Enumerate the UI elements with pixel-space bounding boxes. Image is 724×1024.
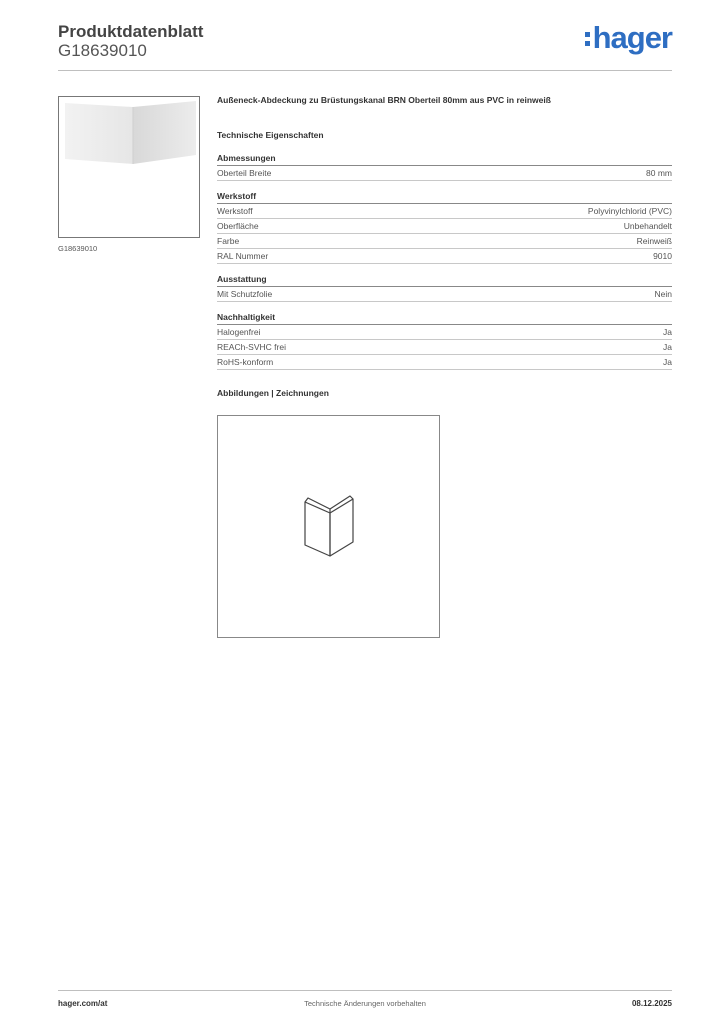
footer-date: 08.12.2025 — [631, 999, 672, 1008]
property-label: Oberfläche — [217, 220, 259, 231]
product-description: Außeneck-Abdeckung zu Brüstungskanal BRN Oberteil 80mm aus PVC in reinweiß — [217, 95, 551, 105]
property-value: Nein — [654, 288, 672, 299]
product-drawing — [217, 415, 440, 638]
product-details — [217, 95, 672, 398]
property-row — [217, 340, 672, 355]
group-title: Nachhaltigkeit — [217, 312, 672, 325]
figures-heading: Abbildungen | Zeichnungen — [217, 388, 329, 398]
footer-website-link[interactable]: hager.com/at — [58, 999, 108, 1008]
property-label: REACh-SVHC frei — [217, 341, 286, 352]
property-value: Unbehandelt — [623, 220, 672, 231]
property-value: 80 mm — [646, 167, 672, 178]
property-row — [217, 287, 672, 302]
group-title: Werkstoff — [217, 191, 672, 204]
property-row — [217, 166, 672, 181]
corner-cover-drawing-icon — [218, 416, 439, 637]
product-image — [58, 96, 200, 238]
property-label: RoHS-konform — [217, 356, 274, 367]
page-footer — [58, 990, 672, 1021]
property-row — [217, 219, 672, 234]
group-title: Ausstattung — [217, 274, 672, 287]
property-row — [217, 234, 672, 249]
property-value: Ja — [663, 326, 672, 337]
property-group-material — [217, 191, 672, 264]
property-row — [217, 355, 672, 370]
technical-properties-heading: Technische Eigenschaften — [217, 130, 324, 140]
property-row — [217, 204, 672, 219]
property-group-sustainability — [217, 312, 672, 370]
product-image-caption: G18639010 — [58, 244, 98, 253]
property-value: Ja — [663, 341, 672, 352]
property-value: Ja — [663, 356, 672, 367]
property-label: Oberteil Breite — [217, 167, 272, 178]
document-number: G18639010 — [58, 41, 147, 60]
property-label: RAL Nummer — [217, 250, 269, 261]
page-header — [58, 20, 672, 71]
property-label: Halogenfrei — [217, 326, 261, 337]
group-title: Abmessungen — [217, 153, 672, 166]
property-row — [217, 249, 672, 264]
product-photo-icon — [59, 97, 199, 237]
property-group-dimensions — [217, 153, 672, 181]
property-label: Werkstoff — [217, 205, 253, 216]
property-value: 9010 — [653, 250, 672, 261]
logo-text: hager — [592, 20, 672, 55]
property-row — [217, 325, 672, 340]
property-value: Reinweiß — [636, 235, 672, 246]
property-label: Farbe — [217, 235, 240, 246]
document-title: Produktdatenblatt — [58, 22, 204, 41]
property-value: Polyvinylchlorid (PVC) — [587, 205, 672, 216]
logo-dots-icon — [585, 32, 590, 50]
hager-logo-icon — [585, 20, 672, 56]
footer-notice: Technische Änderungen vorbehalten — [304, 999, 426, 1008]
property-group-equipment — [217, 274, 672, 302]
property-label: Mit Schutzfolie — [217, 288, 273, 299]
